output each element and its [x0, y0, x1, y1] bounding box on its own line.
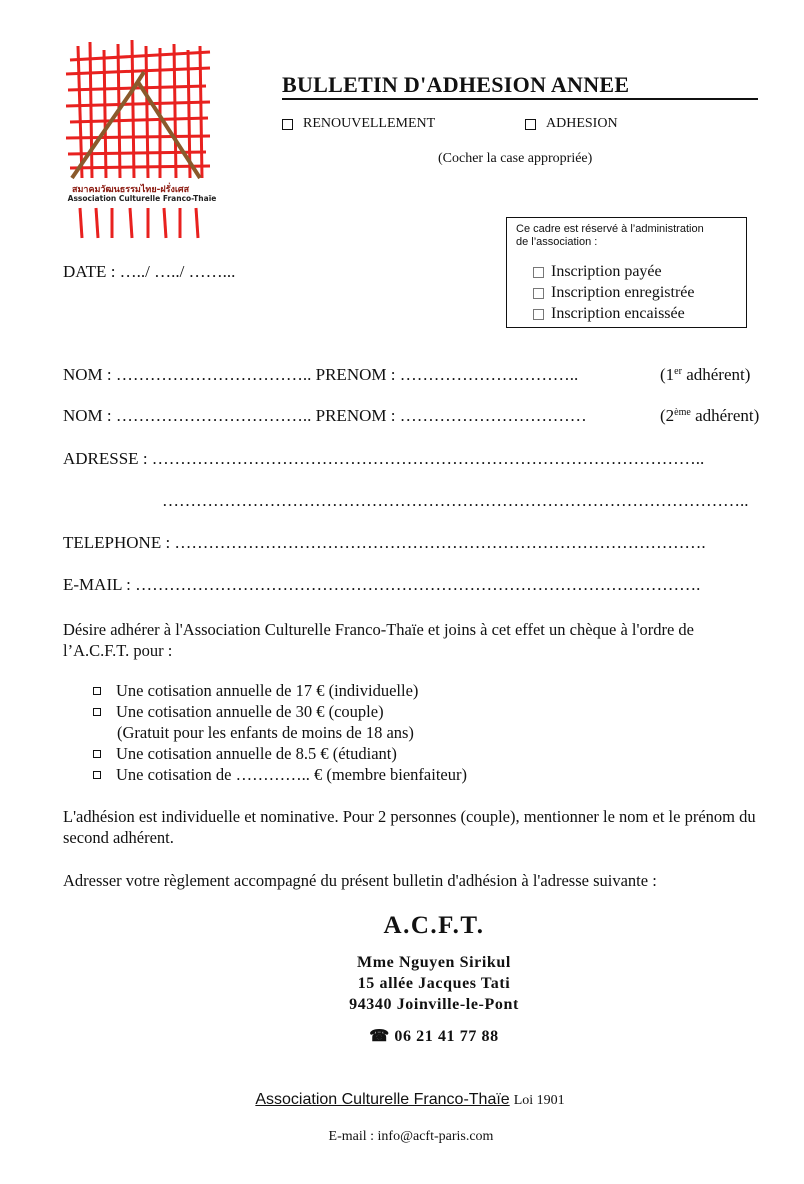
nominative-paragraph: L'adhésion est individuelle et nominative. Pour 2 personnes (couple), mentionner le nom et le prénom du second adhérent.	[63, 807, 756, 847]
adresse-field-line-2[interactable]: …………………………………………………………………………………………..	[162, 491, 749, 510]
adhesion-label: ADHESION	[546, 116, 618, 131]
checkbox-hint: (Cocher la case appropriée)	[438, 151, 593, 166]
contact-name: Mme Nguyen Sirikul	[357, 954, 511, 971]
renouvellement-label: RENOUVELLEMENT	[303, 116, 436, 131]
association-name-link[interactable]: Association Culturelle Franco-Thaïe	[255, 1091, 510, 1108]
renouvellement-checkbox[interactable]	[282, 119, 293, 130]
admin-reserved-box	[506, 217, 747, 328]
free-children-note: (Gratuit pour les enfants de moins de 18 ans)	[117, 723, 414, 742]
option-etudiant[interactable]: Une cotisation annuelle de 8.5 € (étudiant)	[93, 743, 397, 764]
admin-checkbox	[533, 288, 544, 299]
association-logo	[60, 38, 220, 243]
logo-association-name: Association Culturelle Franco-Thaïe	[67, 194, 217, 203]
phone-line	[0, 1026, 804, 1046]
date-field[interactable]: DATE : …../ …../ ……...	[63, 262, 236, 281]
thai-roof-grid-logo-icon	[60, 38, 220, 243]
option-adhesion[interactable]	[525, 116, 618, 132]
admin-item-label: Inscription encaissée	[551, 305, 685, 322]
admin-box-title: Ce cadre est réservé à l’administration de l’association :	[516, 223, 704, 248]
option-individuelle[interactable]: Une cotisation annuelle de 17 € (individuelle)	[93, 680, 418, 701]
email-field[interactable]: E-MAIL : ……………………………………………………………………………………….	[63, 575, 701, 594]
send-to-paragraph: Adresser votre règlement accompagné du présent bulletin d'adhésion à l'adresse suivante :	[63, 871, 657, 890]
adresse-field[interactable]: ADRESSE : ……………………………………………………………………………………..	[63, 449, 705, 468]
admin-checkbox	[533, 309, 544, 320]
admin-item-label: Inscription payée	[551, 263, 662, 280]
option-couple[interactable]: Une cotisation annuelle de 30 € (couple)	[93, 701, 384, 722]
option-renouvellement[interactable]	[282, 116, 435, 132]
footer-association	[0, 1091, 804, 1109]
nom-prenom-field-1[interactable]: NOM : …………………………….. PRENOM : …………………………..	[63, 365, 579, 384]
org-acronym: A.C.F.T.	[383, 912, 485, 939]
bullet-checkbox[interactable]	[93, 771, 101, 779]
admin-item-label: Inscription enregistrée	[551, 284, 695, 301]
intro-paragraph: Désire adhérer à l'Association Culturelle Franco-Thaïe et joins à cet effet un chèque à l'ordre de l’A.C.F.T. pour :	[63, 620, 695, 660]
admin-item-payee	[533, 263, 662, 281]
city-address: 94340 Joinville-le-Pont	[349, 996, 519, 1013]
admin-item-enregistree	[533, 284, 695, 302]
option-bienfaiteur[interactable]: Une cotisation de ………….. € (membre bienfaiteur)	[93, 764, 467, 785]
telephone-field[interactable]: TELEPHONE : ………………………………………………………………………………….	[63, 533, 706, 552]
loi-1901: Loi 1901	[513, 1093, 565, 1108]
phone-number: 06 21 41 77 88	[394, 1028, 499, 1045]
telephone-icon: ☎	[369, 1028, 390, 1045]
admin-checkbox	[533, 267, 544, 278]
footer-email[interactable]: E-mail : info@acft-paris.com	[328, 1129, 494, 1144]
adhesion-checkbox[interactable]	[525, 119, 536, 130]
street-address: 15 allée Jacques Tati	[357, 975, 511, 992]
bullet-checkbox[interactable]	[93, 687, 101, 695]
logo-thai-text: สมาคมวัฒนธรรมไทย-ฝรั่งเศส	[72, 185, 190, 195]
bullet-checkbox[interactable]	[93, 750, 101, 758]
form-title: BULLETIN D'ADHESION ANNEE	[282, 72, 758, 100]
bullet-checkbox[interactable]	[93, 708, 101, 716]
admin-item-encaissee	[533, 305, 685, 323]
adherent-1-label: (1er adhérent)	[660, 365, 751, 384]
nom-prenom-field-2[interactable]: NOM : …………………………….. PRENOM : ……………………………	[63, 406, 587, 425]
adherent-2-label: (2ème adhérent)	[660, 406, 760, 425]
